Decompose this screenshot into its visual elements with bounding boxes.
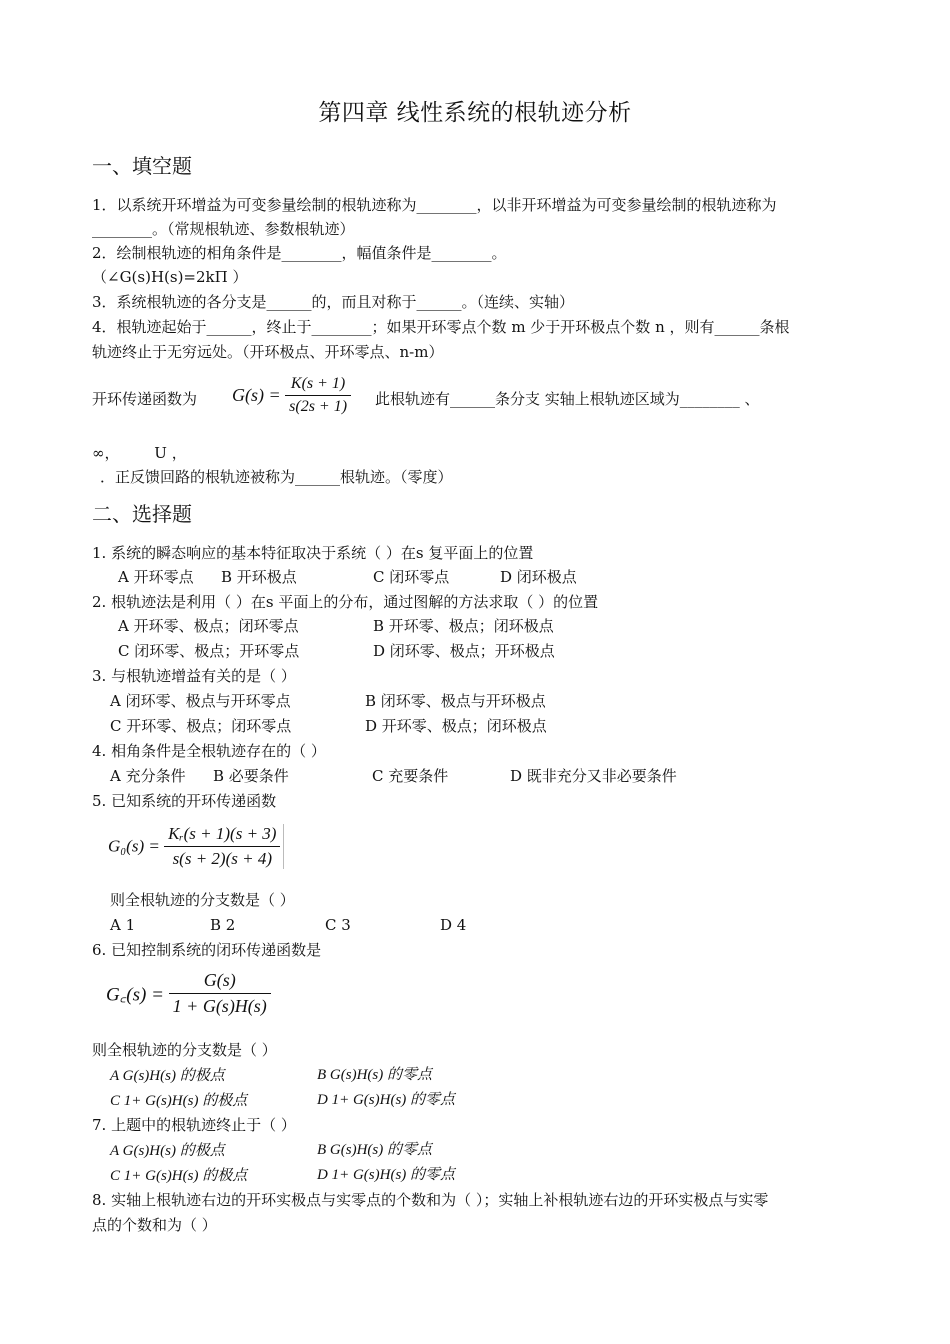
choice-q1-options — [118, 568, 898, 586]
choice-q5: 5. 已知系统的开环传递函数 — [92, 792, 277, 810]
choice-q1: 1. 系统的瞬态响应的基本特征取决于系统（ ）在s 复平面上的位置 — [92, 544, 534, 562]
choice-q5-lhs: G₀(s) = — [108, 836, 160, 856]
fill-q2-answer-rest: ） — [232, 268, 248, 286]
choice-q1-option-c: C 闭环零点 — [373, 568, 450, 586]
choice-q6-option-b: B G(s)H(s) 的零点 — [317, 1067, 432, 1083]
choice-q5-options — [110, 916, 890, 934]
choice-q1-option-d: D 闭环极点 — [500, 568, 577, 586]
choice-q5-fraction — [164, 824, 280, 869]
choice-q5-equation — [108, 824, 284, 869]
fill-q2-angle-condition: （∠G(s)H(s)=2kΠ — [92, 268, 228, 286]
choice-q5-question: 则全根轨迹的分支数是（ ） — [110, 891, 295, 909]
choice-q2-options-row1 — [118, 617, 898, 635]
fill-q5-infinity: ∞， — [92, 444, 120, 462]
fill-q1-line2: ________。（常规根轨迹、参数根轨迹） — [92, 220, 355, 238]
choice-q8-line1: 8. 实轴上根轨迹右边的开环实极点与实零点的个数和为（ ）；实轴上补根轨迹右边的开环实极点与实零 — [92, 1191, 769, 1209]
section-multiple-choice: 二、选择题 — [92, 502, 192, 526]
choice-q1-option-a: A 开环零点 — [118, 568, 194, 586]
choice-q3-option-c: C 开环零、极点；闭环零点 — [110, 717, 292, 735]
choice-q7-option-b: B G(s)H(s) 的零点 — [317, 1142, 432, 1158]
fill-q5-numerator: K(s + 1) — [285, 375, 351, 396]
choice-q2-option-d: D 闭环零、极点；开环极点 — [373, 642, 555, 660]
choice-q2: 2. 根轨迹法是利用（ ）在s 平面上的分布，通过图解的方法求取（ ）的位置 — [92, 593, 599, 611]
choice-q3-options-row1 — [110, 692, 890, 710]
choice-q1-option-b: B 开环极点 — [221, 568, 297, 586]
choice-q7-options-row1 — [110, 1141, 890, 1160]
choice-q3-option-a: A 闭环零、极点与开环零点 — [110, 692, 291, 710]
choice-q6-option-a: A G(s)H(s) 的极点 — [110, 1068, 225, 1084]
fill-q5-tail: ， — [171, 444, 187, 462]
choice-q6-fraction — [169, 970, 271, 1017]
choice-q7-option-d: D 1+ G(s)H(s) 的零点 — [317, 1167, 456, 1183]
choice-q3: 3. 与根轨迹增益有关的是（ ） — [92, 667, 296, 685]
choice-q6-options-row1 — [110, 1066, 890, 1085]
fill-q2-line2 — [92, 268, 872, 286]
fill-q6: ．正反馈回路的根轨迹被称为______根轨迹。（零度） — [100, 468, 453, 486]
fill-q4-line1: 4．根轨迹起始于______，终止于________；如果开环零点个数 m 少于开环极点个数 n ，则有______条根 — [92, 318, 790, 336]
choice-q4-option-c: C 充要条件 — [372, 767, 449, 785]
choice-q8-line2: 点的个数和为（ ） — [92, 1216, 217, 1234]
section-fill-in-blank: 一、填空题 — [92, 154, 192, 178]
choice-q6-option-c: C 1+ G(s)H(s) 的极点 — [110, 1093, 248, 1109]
choice-q2-options-row2 — [118, 642, 898, 660]
fill-q5-text-left: 开环传递函数为 — [92, 390, 198, 408]
choice-q3-options-row2 — [110, 717, 890, 735]
choice-q4: 4. 相角条件是全根轨迹存在的（ ） — [92, 742, 326, 760]
choice-q2-option-c: C 闭环零、极点；开环零点 — [118, 642, 300, 660]
choice-q5-option-c: C 3 — [325, 916, 351, 934]
choice-q4-option-b: B 必要条件 — [213, 767, 289, 785]
choice-q6-equation — [106, 970, 271, 1017]
choice-q6-denominator: 1 + G(s)H(s) — [172, 996, 267, 1016]
choice-q5-option-b: B 2 — [210, 916, 236, 934]
choice-q5-denominator: s(s + 2)(s + 4) — [172, 849, 272, 868]
choice-q7: 7. 上题中的根轨迹终止于（ ） — [92, 1116, 296, 1134]
choice-q7-option-c: C 1+ G(s)H(s) 的极点 — [110, 1168, 248, 1184]
choice-q6-numerator: G(s) — [169, 970, 271, 994]
choice-q6-options-row2 — [110, 1091, 890, 1110]
choice-q5-option-d: D 4 — [440, 916, 467, 934]
choice-q6-option-d: D 1+ G(s)H(s) 的零点 — [317, 1092, 456, 1108]
fill-q3: 3．系统根轨迹的各分支是______的，而且对称于______。（连续、实轴） — [92, 293, 575, 311]
choice-q6: 6. 已知控制系统的闭环传递函数是 — [92, 941, 322, 959]
fill-q2-line1: 2．绘制根轨迹的相角条件是________，幅值条件是________。 — [92, 244, 507, 262]
choice-q5-option-a: A 1 — [110, 916, 136, 934]
choice-q6-question: 则全根轨迹的分支数是（ ） — [92, 1041, 277, 1059]
fill-q5-union: U — [154, 444, 167, 462]
fill-q5-lhs: G(s) = — [232, 385, 281, 405]
choice-q3-option-d: D 开环零、极点；闭环极点 — [365, 717, 547, 735]
fill-q5-equation — [232, 375, 351, 416]
choice-q2-option-b: B 开环零、极点；闭环极点 — [373, 617, 554, 635]
chapter-title: 第四章 线性系统的根轨迹分析 — [318, 100, 632, 126]
choice-q3-option-b: B 闭环零、极点与开环极点 — [365, 692, 546, 710]
fill-q1-line1: 1．以系统开环增益为可变参量绘制的根轨迹称为________，以非开环增益为可变参量绘制的根轨迹称为 — [92, 196, 777, 214]
choice-q7-option-a: A G(s)H(s) 的极点 — [110, 1143, 225, 1159]
choice-q7-options-row2 — [110, 1166, 890, 1185]
fill-q5-denominator: s(2s + 1) — [289, 398, 348, 415]
fill-q5-text-right: 此根轨迹有______条分支 实轴上根轨迹区域为________ 、 — [375, 390, 760, 408]
fill-q5-fraction — [285, 375, 351, 416]
choice-q4-option-d: D 既非充分又非必要条件 — [510, 767, 677, 785]
fill-q5-answer-line — [92, 444, 872, 462]
choice-q5-numerator: Kᵣ(s + 1)(s + 3) — [164, 824, 280, 847]
choice-q4-option-a: A 充分条件 — [110, 767, 186, 785]
choice-q2-option-a: A 开环零、极点；闭环零点 — [118, 617, 299, 635]
choice-q4-options — [110, 767, 890, 785]
choice-q6-lhs: G꜀(s) = — [106, 984, 164, 1006]
fill-q4-line2: 轨迹终止于无穷远处。（开环极点、开环零点、n-m） — [92, 343, 444, 361]
